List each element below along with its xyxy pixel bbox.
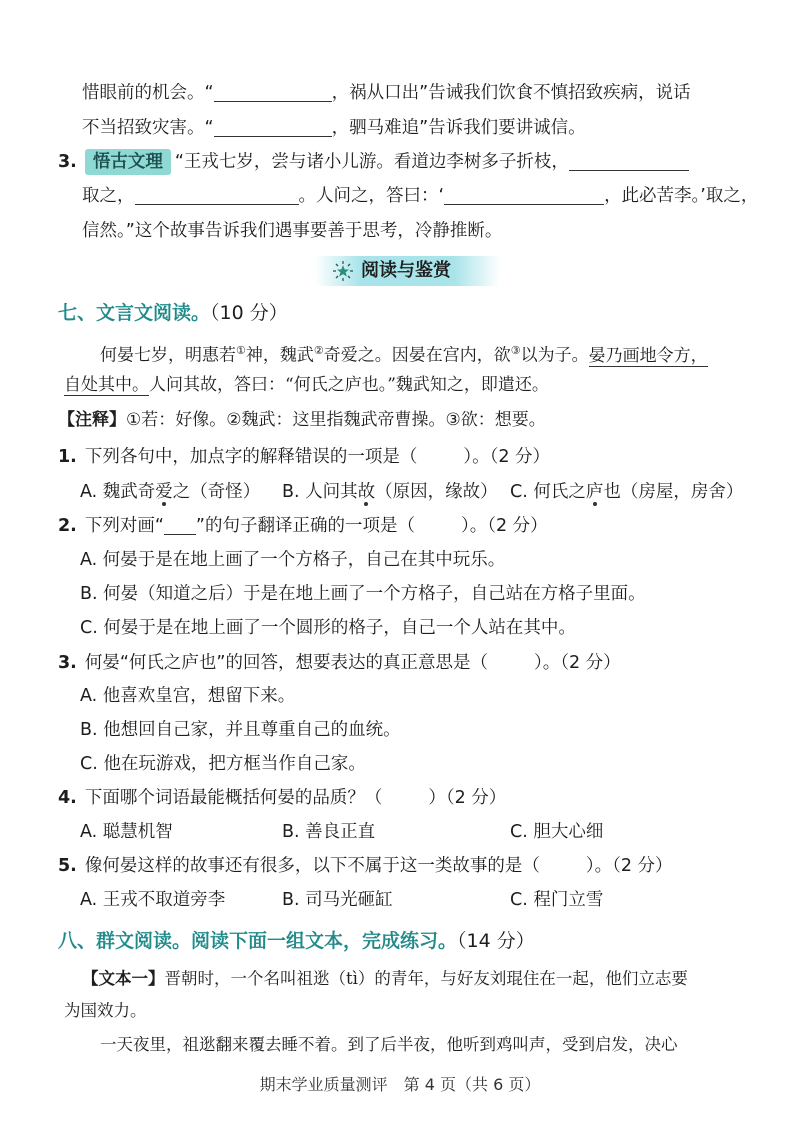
question-number: 3. (58, 152, 77, 172)
text: 晋朝时，一个名叫祖逖（tì）的青年，与好友刘琨住在一起，他们立志要 (164, 969, 688, 988)
answer-blank[interactable] (135, 186, 299, 205)
text: ，此必苦李。’取之， (604, 186, 759, 206)
page-footer: 期末学业质量测评 第 4 页（共 6 页） (259, 1075, 541, 1094)
answer-blank[interactable] (569, 152, 689, 171)
question-3-line-2 (82, 181, 758, 211)
section-7-heading (58, 298, 288, 328)
text-label: 【文本一】 (82, 969, 165, 988)
option-c[interactable]: C. 他在玩游戏，把方框当作自己家。 (80, 754, 366, 774)
dotted-char: 爱 (155, 482, 173, 502)
passage-line-2 (64, 370, 549, 400)
question-5 (58, 851, 673, 881)
heading-text: 七、文言文阅读。 (58, 302, 211, 324)
underline-sample (164, 516, 196, 535)
option-b[interactable]: B. 何晏（知道之后）于是在地上画了一个方格子，自己站在方格子里面。 (80, 584, 646, 604)
section-banner-title: 阅读与鉴赏 (361, 260, 451, 281)
question-text: 下列各句中，加点字的解释错误的一项是（ (84, 447, 418, 467)
text: 一天夜里，祖逖翻来覆去睡不着。到了后半夜，他听到鸡叫声，受到启发，决心 (100, 1035, 678, 1054)
star-icon (333, 261, 353, 281)
option-text: A. 魏武奇 (80, 482, 156, 502)
answer-blank[interactable] (214, 118, 332, 137)
text: 为国效力。 (64, 1001, 147, 1020)
footnote-marker: ② (313, 344, 324, 357)
option-a[interactable]: A. 聪慧机智 (80, 822, 173, 842)
text: 惜眼前的机会。“ (82, 83, 214, 103)
option-b[interactable]: B. 司马光砸缸 (282, 890, 393, 910)
question-points: ）。（2 分） (460, 516, 548, 536)
option-a[interactable] (80, 477, 260, 507)
option-a[interactable]: A. 他喜欢皇宫，想留下来。 (80, 686, 296, 706)
fill-line-1 (82, 78, 691, 108)
text: 神，魏武 (245, 345, 314, 366)
notes (58, 405, 546, 435)
question-1 (58, 442, 550, 472)
option-c[interactable]: C. 何晏于是在地上画了一个圆形的格子，自己一个人站在其中。 (80, 618, 576, 638)
option-a[interactable]: A. 王戎不取道旁李 (80, 890, 226, 910)
underlined-sentence: 晏乃画地令方， (588, 345, 708, 366)
question-points: ）。（2 分） (463, 447, 551, 467)
text1-line-2 (64, 996, 147, 1026)
option-b[interactable]: B. 善良正直 (282, 822, 376, 842)
text: 人问其故，答曰：“何氏之庐也。”魏武知之，即遣还。 (149, 375, 549, 395)
text: 以为子。 (520, 345, 589, 366)
answer-blank[interactable] (444, 186, 604, 205)
option-c[interactable] (510, 477, 743, 507)
category-tag: 悟古文理 (85, 149, 171, 175)
heading-points: （10 分） (210, 302, 288, 324)
question-number: 2. (58, 516, 77, 536)
question-3-line-3 (82, 216, 502, 246)
question-number: 1. (58, 447, 77, 467)
heading-text: 八、群文阅读。阅读下面一组文本，完成练习。 (58, 930, 458, 952)
text: 奇爱之。因晏在宫内，欲 (323, 345, 511, 366)
question-text: 何晏“何氏之庐也”的回答，想要表达的真正意思是（ (84, 653, 488, 673)
question-3-line-1 (58, 147, 689, 177)
option-c[interactable]: C. 胆大心细 (510, 822, 604, 842)
text: ，祸从口出”告诫我们饮食不慎招致疾病，说话 (331, 83, 691, 103)
question-points: ）。（2 分） (533, 653, 621, 673)
question-number: 5. (58, 856, 77, 876)
text: 取之， (82, 186, 135, 206)
text: “王戎七岁，尝与诸小儿游。看道边李树多子折枝， (174, 152, 569, 172)
dotted-char: 故 (357, 482, 376, 502)
option-text: C. 何氏之 (510, 482, 586, 502)
footnote-marker: ① (236, 344, 246, 357)
question-number: 3. (58, 653, 77, 673)
option-c[interactable]: C. 程门立雪 (510, 890, 604, 910)
question-number: 4. (58, 788, 77, 808)
text: 何晏七岁，明惠若 (100, 345, 236, 366)
section-banner (315, 256, 500, 286)
text: ，驷马难追”告诉我们要讲诚信。 (331, 118, 586, 138)
question-2 (58, 511, 548, 541)
fill-line-2 (82, 113, 586, 143)
question-points: ）。（2 分） (585, 856, 673, 876)
option-text: （原因，缘故） (375, 482, 498, 502)
question-text: 下面哪个词语最能概括何晏的品质？（ (84, 788, 383, 808)
question-text: ”的句子翻译正确的一项是（ (195, 516, 415, 536)
question-text: 像何晏这样的故事还有很多，以下不属于这一类故事的是（ (84, 856, 540, 876)
dotted-char: 庐 (585, 482, 604, 502)
text: 信然。”这个故事告诉我们遇事要善于思考，冷静推断。 (82, 221, 503, 241)
notes-label: 【注释】 (58, 410, 126, 430)
option-a[interactable]: A. 何晏于是在地上画了一个方格子，自己在其中玩乐。 (80, 550, 506, 570)
option-b[interactable] (282, 477, 498, 507)
text: 。人问之，答曰：‘ (298, 186, 445, 206)
passage-line-1 (100, 336, 708, 371)
question-text: 下列对画“ (84, 516, 164, 536)
section-8-heading (58, 926, 535, 956)
footnote-marker: ③ (510, 344, 521, 357)
heading-points: （14 分） (457, 930, 535, 952)
underlined-sentence: 自处其中。 (64, 375, 149, 395)
question-points: ）（2 分） (428, 788, 507, 808)
option-text: B. 人问其 (282, 482, 358, 502)
text: 不当招致灾害。“ (82, 118, 214, 138)
question-4 (58, 783, 506, 813)
notes-text: ①若：好像。②魏武：这里指魏武帝曹操。③欲：想要。 (126, 410, 546, 430)
question-3 (58, 648, 621, 678)
option-text: 也（房屋，房舍） (603, 482, 744, 502)
option-text: 之（奇怪） (172, 482, 261, 502)
option-b[interactable]: B. 他想回自己家，并且尊重自己的血统。 (80, 720, 401, 740)
text1-line-1 (82, 964, 688, 994)
text1-line-3 (100, 1030, 678, 1060)
answer-blank[interactable] (214, 83, 332, 102)
